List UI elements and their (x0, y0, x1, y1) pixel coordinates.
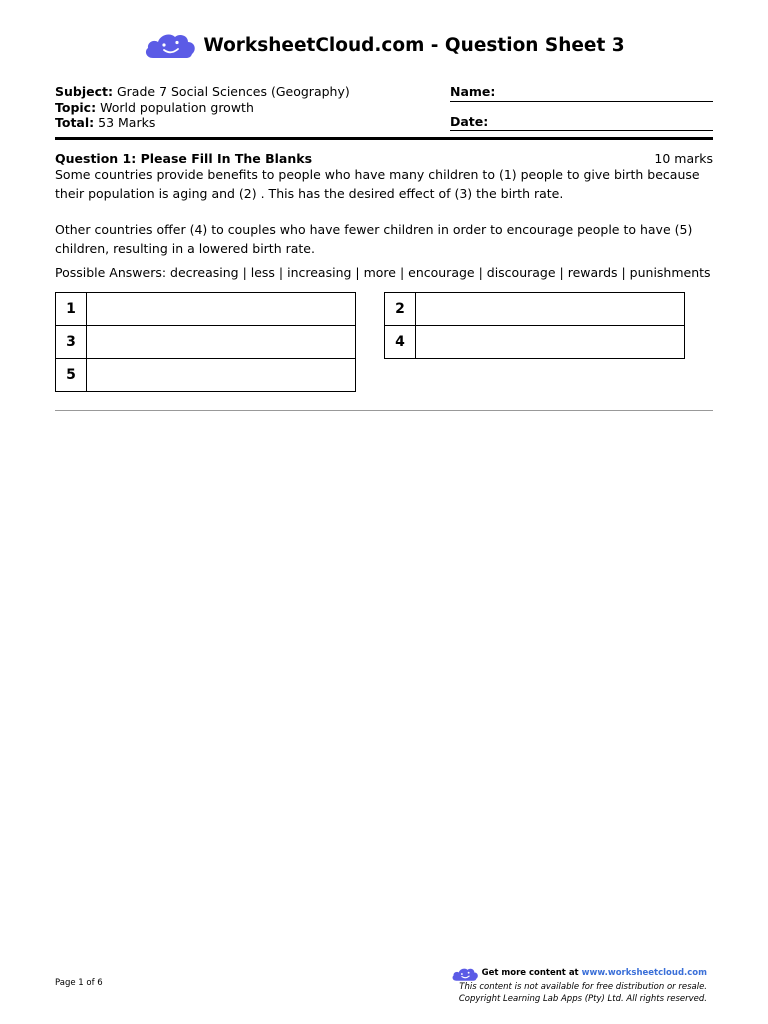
get-more-text: Get more content at (481, 968, 579, 979)
question-paragraph-2: Other countries offer (4) to couples who have fewer children in order to encourage people to have (5) children, resulting in a lowered birth rate. (55, 222, 693, 256)
answer-number: 4 (385, 326, 416, 358)
worksheet-meta (55, 84, 713, 140)
topic-value: World population growth (100, 99, 254, 115)
student-fields (450, 84, 713, 131)
footer-info (451, 966, 707, 1005)
footer-promo (451, 966, 707, 982)
worksheetcloud-logo-icon (143, 30, 197, 60)
page-number: Page 1 of 6 (55, 978, 103, 988)
question-paragraph-1: Some countries provide benefits to people who have many children to (1) people to give birth because their population is aging and (2) . This has the desired effect of (3) the birth rate. (55, 167, 700, 201)
page-title: WorksheetCloud.com - Question Sheet 3 (203, 34, 625, 56)
question-marks: 10 marks (654, 151, 713, 166)
answer-box-3[interactable] (55, 325, 356, 359)
answer-box-5[interactable] (55, 358, 356, 392)
website-link[interactable]: www.worksheetcloud.com (581, 968, 707, 979)
subject-label: Subject: (55, 84, 113, 99)
possible-answers: Possible Answers: decreasing | less | increasing | more | encourage | discourage | rewards | punishments (55, 265, 711, 280)
topic-label: Topic: (55, 99, 97, 115)
total-value: 53 Marks (98, 115, 156, 130)
answer-number: 1 (56, 293, 87, 325)
distribution-notice: This content is not available for free distribution or resale. (459, 982, 707, 992)
worksheetcloud-small-logo-icon (451, 966, 479, 982)
meta-details (55, 84, 350, 131)
total-label: Total: (55, 115, 95, 130)
answer-number: 3 (56, 326, 87, 358)
question-title: Question 1: Please Fill In The Blanks (55, 151, 313, 166)
answer-number: 5 (56, 359, 87, 391)
answer-box-2[interactable] (384, 292, 685, 326)
answer-box-4[interactable] (384, 325, 685, 359)
section-divider (55, 410, 713, 411)
topic-line (55, 100, 350, 116)
answer-box-1[interactable] (55, 292, 356, 326)
question-header (55, 151, 713, 166)
total-line (55, 115, 350, 131)
page-header (0, 30, 768, 60)
copyright-notice: Copyright Learning Lab Apps (Pty) Ltd. All rights reserved. (458, 993, 707, 1004)
subject-line (55, 84, 350, 100)
name-field[interactable]: Name: (450, 84, 713, 102)
answer-number: 2 (385, 293, 416, 325)
date-field[interactable]: Date: (450, 114, 713, 131)
subject-value: Grade 7 Social Sciences (Geography) (116, 84, 350, 99)
